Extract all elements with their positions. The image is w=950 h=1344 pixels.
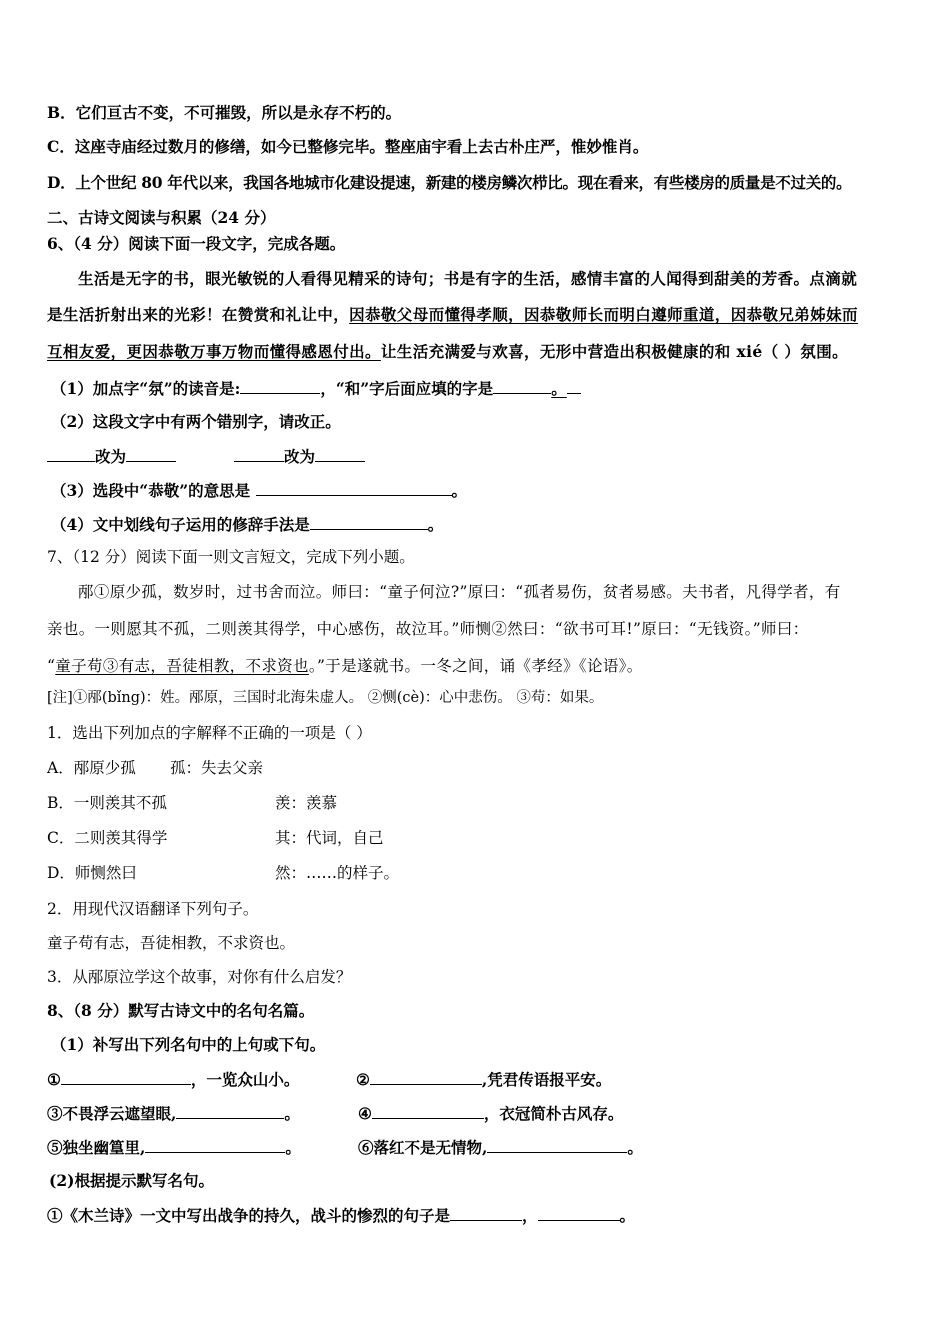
q6-sub-1: （1）加点字“氛”的读音是: ，“和”字后面应填的字是 。	[51, 379, 581, 399]
q8-stem: 8、（8 分）默写古诗文中的名句名篇。	[47, 1001, 315, 1020]
answer-blank[interactable]	[310, 515, 428, 530]
q7-option-b: B．一则羡其不孤 羡：羡慕	[47, 794, 338, 812]
q5-option-d: D．上个世纪 80 年代以来，我国各地城市化建设提速，新建的楼房鳞次栉比。现在看来，有些楼房的质量是不过关的。	[47, 173, 852, 192]
answer-blank[interactable]	[126, 447, 176, 462]
q8-row-3-left: ⑤独坐幽篁里, 。	[47, 1138, 301, 1157]
answer-blank[interactable]	[256, 481, 452, 496]
q6-sub-4: （4）文中划线句子运用的修辞手法是 。	[51, 515, 444, 534]
section-title: 二、古诗文阅读与积累（24 分）	[47, 208, 276, 227]
q7-sub-3: 3．从邴原泣学这个故事，对你有什么启发？	[47, 968, 352, 986]
q7-stem: 7、（12 分）阅读下面一则文言短文，完成下列小题。	[47, 548, 415, 566]
q8-row-1-right: ② ,凭君传语报平安。	[356, 1070, 612, 1089]
answer-blank[interactable]	[61, 1070, 191, 1085]
answer-blank[interactable]	[176, 1104, 284, 1119]
answer-blank[interactable]	[145, 1138, 285, 1153]
q5-option-b: B．它们亘古不变，不可摧毁，所以是永存不朽的。	[47, 103, 402, 122]
answer-blank[interactable]	[372, 1104, 484, 1119]
q7-option-c: C．二则羡其得学 其：代词，自己	[47, 829, 384, 847]
q8-sub-2: (2)根据提示默写名句。	[49, 1171, 214, 1190]
q7-sub-2: 2．用现代汉语翻译下列句子。	[47, 900, 259, 918]
answer-blank[interactable]	[47, 447, 95, 462]
answer-blank[interactable]	[234, 447, 284, 462]
q6-sub-2-answer: 改为 改为	[47, 447, 365, 467]
q6-passage-line-2: 是生活折射出来的光彩！在赞赏和礼让中，因恭敬父母而懂得孝顺，因恭敬师长而明白遵师重道，因恭敬兄弟姊妹而	[47, 305, 858, 324]
q8-sub-1: （1）补写出下列名句中的上句或下句。	[51, 1035, 326, 1054]
q8-row-3-right: ⑥落红不是无情物, 。	[358, 1138, 643, 1157]
q7-option-a: A．邴原少孤 孤：失去父亲	[47, 759, 264, 777]
q8-row-2-left: ③不畏浮云遮望眼, 。	[47, 1104, 300, 1123]
answer-blank[interactable]	[567, 379, 581, 394]
q6-sub-3: （3）选段中“恭敬”的意思是 。	[51, 481, 468, 500]
q7-note: [注]①邴(bǐng)：姓。邴原，三国时北海朱虚人。 ②恻(cè)：心中悲伤。 ③苟：如果。	[47, 690, 604, 706]
answer-blank[interactable]	[240, 379, 320, 394]
q7-passage-line-3: “童子苟③有志，吾徒相教，不求资也。”于是遂就书。一冬之间，诵《孝经》《论语》。	[47, 657, 643, 675]
underlined-sentence: 互相友爱，更因恭敬万事万物而懂得感恩付出。	[47, 342, 381, 361]
answer-blank[interactable]	[450, 1206, 522, 1221]
underlined-sentence: 童子苟③有志，吾徒相教，不求资也	[55, 657, 309, 675]
q8-sub-2-item-1: ①《木兰诗》一文中写出战争的持久，战斗的惨烈的句子是 ， 。	[47, 1206, 636, 1225]
q8-row-1-left: ① ，一览众山小。	[47, 1070, 300, 1089]
q8-row-2-right: ④ ，衣冠简朴古风存。	[358, 1104, 624, 1123]
q7-passage-line-2: 亲也。一则愿其不孤，二则羡其得学，中心感伤，故泣耳。”师恻②然曰：“欲书可耳!”原曰：“无钱资。”师曰：	[47, 620, 809, 638]
underlined-sentence: 因恭敬父母而懂得孝顺，因恭敬师长而明白遵师重道，因恭敬兄弟姊妹而	[349, 305, 858, 324]
q6-stem: 6、（4 分）阅读下面一段文字，完成各题。	[47, 234, 346, 253]
q6-passage-line-3: 互相友爱，更因恭敬万事万物而懂得感恩付出。让生活充满爱与欢喜，无形中营造出积极健康的和 xié（ ）氛围。	[47, 342, 848, 361]
q7-sub-2-sentence: 童子苟有志，吾徒相教，不求资也。	[47, 934, 296, 952]
answer-blank[interactable]	[315, 447, 365, 462]
q7-option-d: D．师恻然曰 然：……的样子。	[47, 864, 400, 882]
q6-sub-2: （2）这段文字中有两个错别字，请改正。	[51, 412, 341, 431]
answer-blank[interactable]	[493, 379, 551, 394]
answer-blank[interactable]	[487, 1138, 627, 1153]
q5-option-c: C．这座寺庙经过数月的修缮，如今已整修完毕。整座庙宇看上去古朴庄严，惟妙惟肖。	[47, 137, 649, 156]
q7-sub-1: 1．选出下列加点的字解释不正确的一项是（ ）	[47, 724, 372, 742]
q7-passage-line-1: 邴①原少孤，数岁时，过书舍而泣。师曰：“童子何泣?”原曰：“孤者易伤，贫者易感。夫书者，凡得学者，有	[78, 583, 841, 601]
answer-blank[interactable]	[538, 1206, 620, 1221]
q6-passage-line-1: 生活是无字的书，眼光敏锐的人看得见精采的诗句；书是有字的生活，感情丰富的人闻得到甜美的芳香。点滴就	[78, 269, 858, 288]
answer-blank[interactable]	[370, 1070, 482, 1085]
